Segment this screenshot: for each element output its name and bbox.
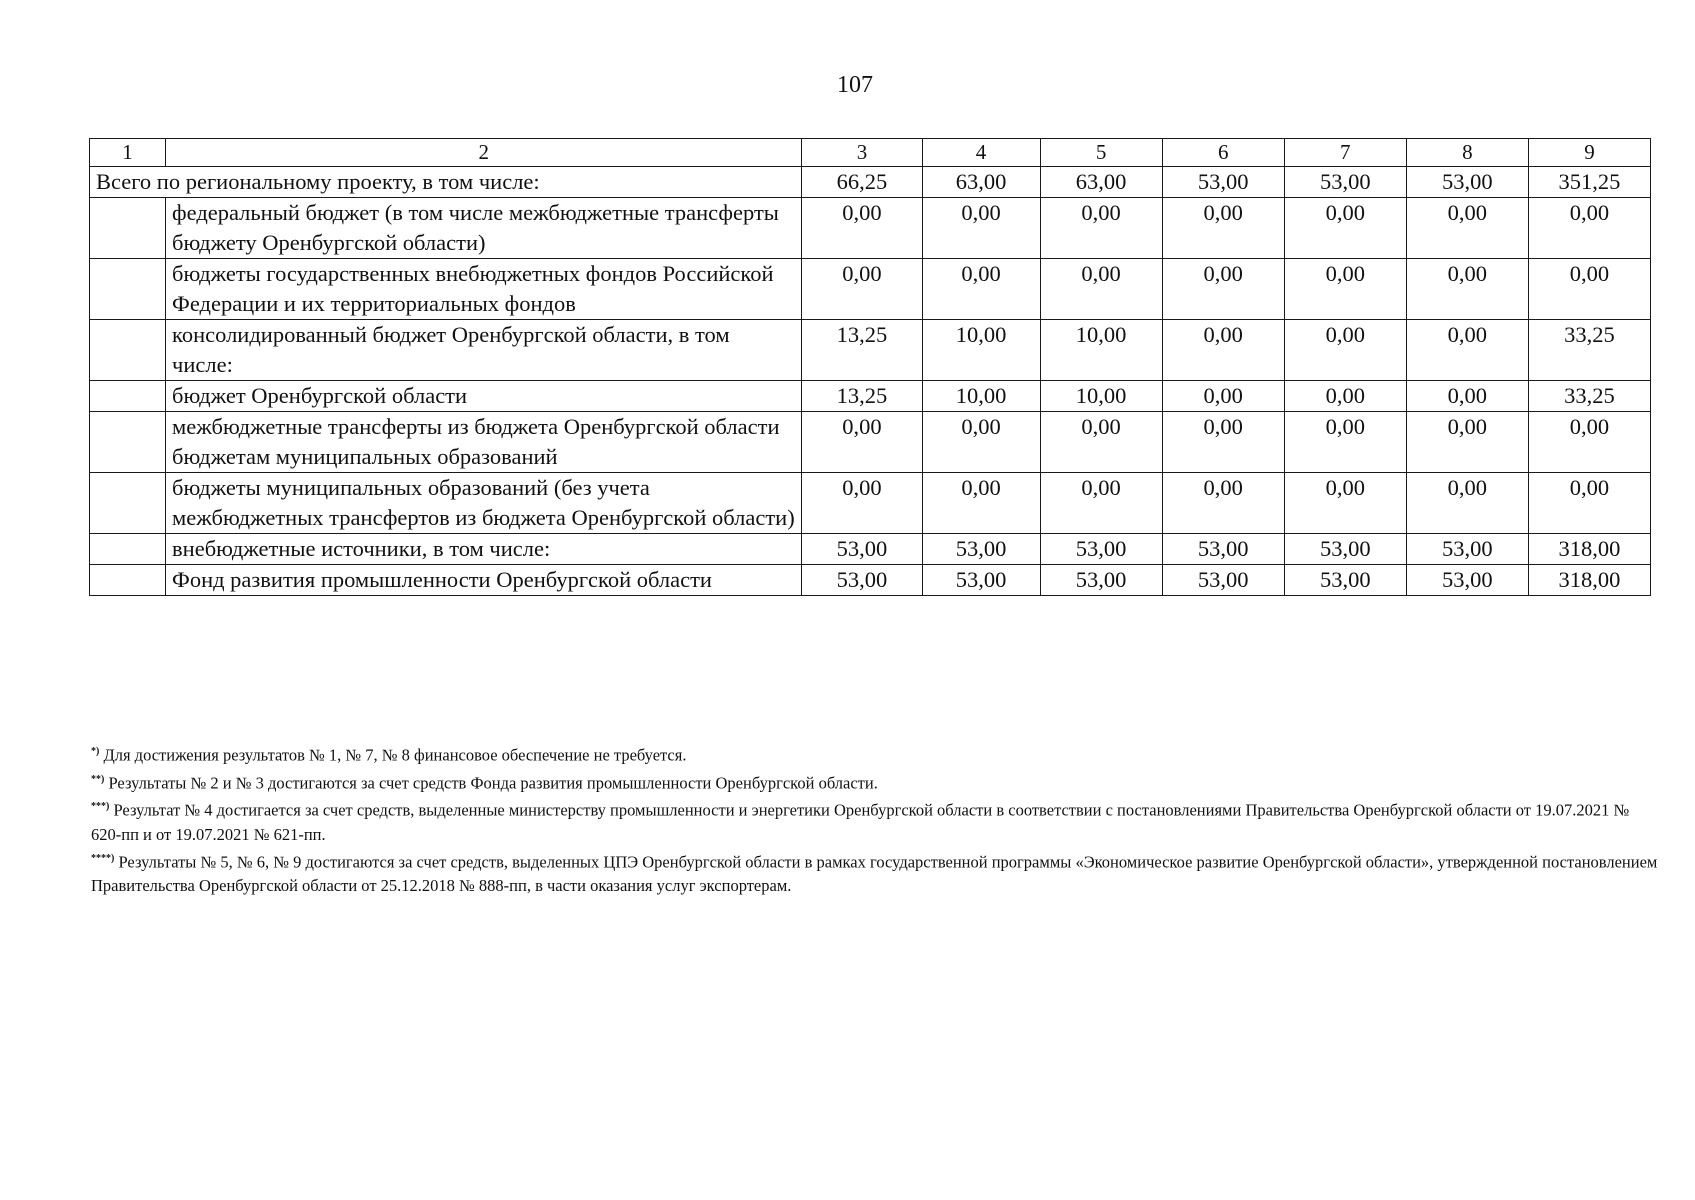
empty-index-cell: [90, 320, 166, 381]
value-cell: 0,00: [802, 259, 922, 320]
value-cell: 33,25: [1528, 320, 1650, 381]
column-number-header: 8: [1406, 139, 1528, 167]
empty-index-cell: [90, 259, 166, 320]
footnote-text: Результат № 4 достигается за счет средств, выделенные министерству промышленности и энергетики Оренбургской области в соответствии с постановлениями Правительства Оренбургской области от 19.07.2021 № 620-пп и от 19.07.2021 № 621-пп.: [91, 800, 1630, 844]
value-cell: 0,00: [1406, 320, 1528, 381]
value-cell: 318,00: [1528, 565, 1650, 596]
value-cell: 33,25: [1528, 381, 1650, 412]
value-cell: 0,00: [922, 259, 1040, 320]
value-cell: 0,00: [1040, 473, 1162, 534]
row-label: межбюджетные трансферты из бюджета Оренбургской области бюджетам муниципальных образований: [166, 412, 802, 473]
footnote-text: Результаты № 2 и № 3 достигаются за счет средств Фонда развития промышленности Оренбургской области.: [108, 773, 878, 792]
value-cell: 0,00: [1284, 320, 1406, 381]
value-cell: 0,00: [1040, 412, 1162, 473]
total-value-cell: 53,00: [1284, 167, 1406, 198]
value-cell: 0,00: [1406, 381, 1528, 412]
row-label: консолидированный бюджет Оренбургской области, в том числе:: [166, 320, 802, 381]
value-cell: 0,00: [1528, 473, 1650, 534]
row-label: бюджеты государственных внебюджетных фондов Российской Федерации и их территориальных фондов: [166, 259, 802, 320]
value-cell: 0,00: [1528, 412, 1650, 473]
page-number: 107: [837, 72, 873, 98]
footnote-text: Результаты № 5, № 6, № 9 достигаются за счет средств, выделенных ЦПЭ Оренбургской области в рамках государственной программы «Экономическое развитие Оренбургской области», утвержденной постановлением Правительства Оренбургской области от 25.12.2018 № 888-пп, в части оказания услуг экспортерам.: [91, 852, 1658, 895]
total-row-label: Всего по региональному проекту, в том числе:: [90, 167, 802, 198]
financing-table: [89, 138, 1651, 596]
value-cell: 10,00: [922, 381, 1040, 412]
footnote: [91, 847, 1661, 899]
column-number-header: 5: [1040, 139, 1162, 167]
value-cell: 53,00: [1040, 565, 1162, 596]
value-cell: 53,00: [922, 565, 1040, 596]
value-cell: 13,25: [802, 381, 922, 412]
footnote-mark: **): [91, 773, 105, 785]
row-label: Фонд развития промышленности Оренбургской области: [166, 565, 802, 596]
column-number-header: 7: [1284, 139, 1406, 167]
empty-index-cell: [90, 565, 166, 596]
total-row: [90, 167, 1651, 198]
value-cell: 13,25: [802, 320, 922, 381]
value-cell: 0,00: [1284, 381, 1406, 412]
value-cell: 53,00: [802, 565, 922, 596]
value-cell: 10,00: [1040, 320, 1162, 381]
table-row: [90, 534, 1651, 565]
table-body: [90, 139, 1651, 596]
empty-index-cell: [90, 381, 166, 412]
total-value-cell: 351,25: [1528, 167, 1650, 198]
empty-index-cell: [90, 198, 166, 259]
value-cell: 0,00: [1284, 412, 1406, 473]
value-cell: 53,00: [1040, 534, 1162, 565]
value-cell: 0,00: [802, 473, 922, 534]
value-cell: 0,00: [1284, 198, 1406, 259]
value-cell: 0,00: [802, 412, 922, 473]
value-cell: 10,00: [1040, 381, 1162, 412]
footnote-text: Для достижения результатов № 1, № 7, № 8 финансовое обеспечение не требуется.: [103, 745, 687, 765]
table-row: [90, 565, 1651, 596]
value-cell: 0,00: [1162, 412, 1284, 473]
table-header-row: [90, 139, 1651, 167]
value-cell: 53,00: [1162, 565, 1284, 596]
value-cell: 0,00: [922, 198, 1040, 259]
column-number-header: 1: [90, 139, 166, 167]
value-cell: 0,00: [1162, 259, 1284, 320]
value-cell: 10,00: [922, 320, 1040, 381]
value-cell: 0,00: [1162, 320, 1284, 381]
column-number-header: 3: [802, 139, 922, 167]
empty-index-cell: [90, 534, 166, 565]
value-cell: 0,00: [922, 473, 1040, 534]
value-cell: 0,00: [1406, 198, 1528, 259]
value-cell: 0,00: [1040, 198, 1162, 259]
total-value-cell: 53,00: [1406, 167, 1528, 198]
empty-index-cell: [90, 473, 166, 534]
column-number-header: 9: [1528, 139, 1650, 167]
value-cell: 0,00: [1284, 259, 1406, 320]
value-cell: 53,00: [1162, 534, 1284, 565]
row-label: внебюджетные источники, в том числе:: [166, 534, 802, 565]
column-number-header: 4: [922, 139, 1040, 167]
value-cell: 0,00: [1528, 198, 1650, 259]
table-row: [90, 259, 1651, 320]
total-value-cell: 66,25: [802, 167, 922, 198]
footnote-mark: *): [91, 746, 100, 757]
value-cell: 0,00: [1406, 473, 1528, 534]
value-cell: 0,00: [1040, 259, 1162, 320]
footnote-mark: ****): [91, 852, 115, 864]
footnote-mark: ***): [91, 801, 110, 812]
table-row: [90, 412, 1651, 473]
footnote: [91, 768, 1661, 796]
total-value-cell: 63,00: [1040, 167, 1162, 198]
column-number-header: 6: [1162, 139, 1284, 167]
empty-index-cell: [90, 412, 166, 473]
footnotes: [91, 740, 1661, 898]
footnote: [91, 740, 1661, 768]
value-cell: 318,00: [1528, 534, 1650, 565]
row-label: бюджеты муниципальных образований (без учета межбюджетных трансфертов из бюджета Оренбургской области): [166, 473, 802, 534]
value-cell: 53,00: [1406, 565, 1528, 596]
total-value-cell: 53,00: [1162, 167, 1284, 198]
value-cell: 53,00: [802, 534, 922, 565]
row-label: федеральный бюджет (в том числе межбюджетные трансферты бюджету Оренбургской области): [166, 198, 802, 259]
value-cell: 0,00: [1284, 473, 1406, 534]
table-row: [90, 198, 1651, 259]
value-cell: 53,00: [1284, 565, 1406, 596]
value-cell: 0,00: [1406, 412, 1528, 473]
value-cell: 0,00: [922, 412, 1040, 473]
table-row: [90, 473, 1651, 534]
row-label: бюджет Оренбургской области: [166, 381, 802, 412]
column-number-header: 2: [166, 139, 802, 167]
value-cell: 0,00: [1528, 259, 1650, 320]
value-cell: 0,00: [1162, 198, 1284, 259]
total-value-cell: 63,00: [922, 167, 1040, 198]
table-row: [90, 381, 1651, 412]
value-cell: 0,00: [802, 198, 922, 259]
value-cell: 53,00: [922, 534, 1040, 565]
value-cell: 0,00: [1406, 259, 1528, 320]
value-cell: 0,00: [1162, 473, 1284, 534]
value-cell: 53,00: [1406, 534, 1528, 565]
value-cell: 0,00: [1162, 381, 1284, 412]
footnote: [91, 795, 1661, 847]
table-row: [90, 320, 1651, 381]
value-cell: 53,00: [1284, 534, 1406, 565]
